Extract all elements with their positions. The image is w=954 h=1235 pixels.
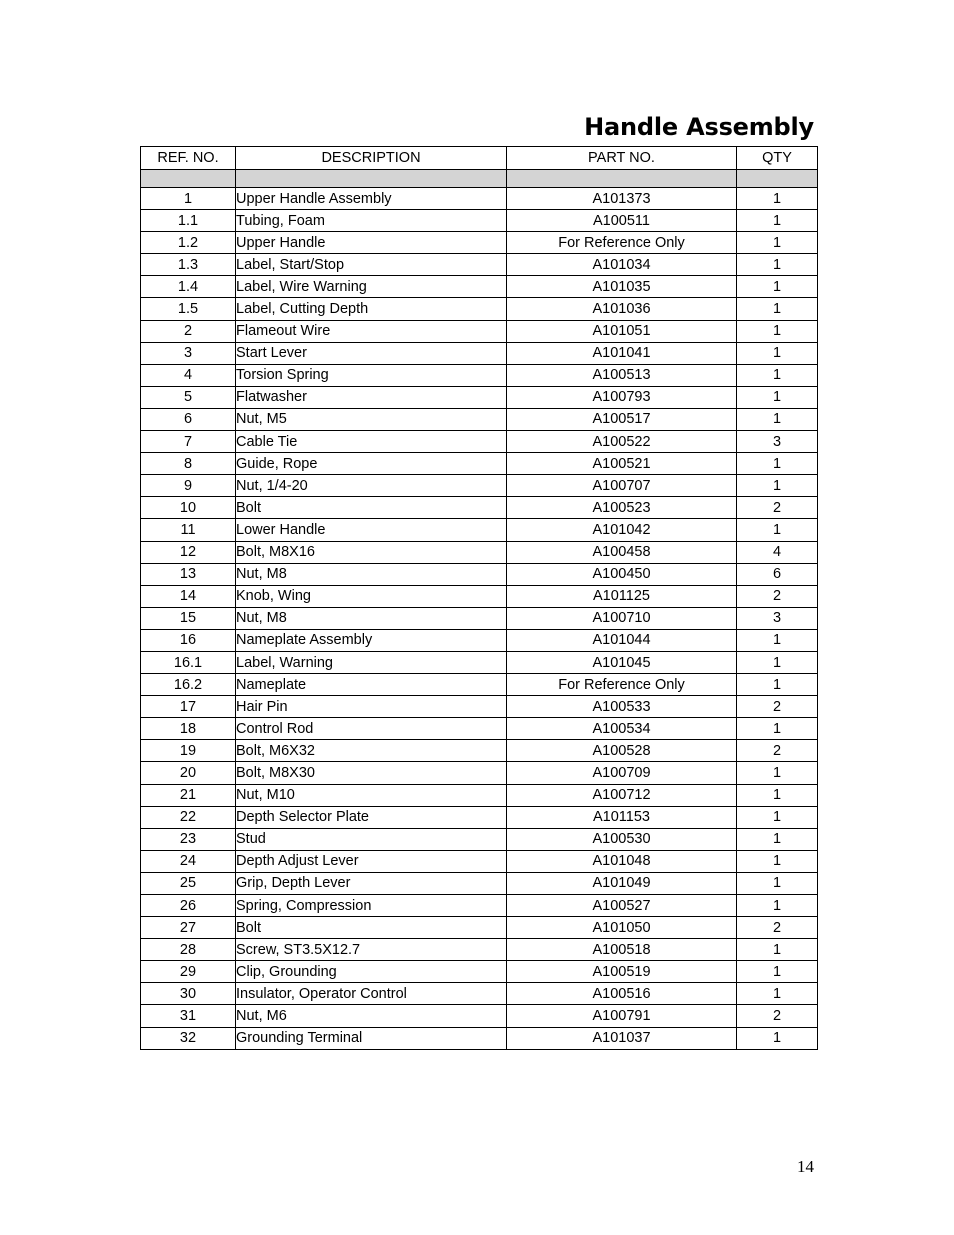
- description-cell: Grip, Depth Lever: [236, 872, 507, 894]
- part-no-cell: A100519: [507, 961, 737, 983]
- part-no-cell: A101051: [507, 320, 737, 342]
- qty-cell: 1: [737, 850, 818, 872]
- ref-cell: 2: [141, 320, 236, 342]
- table-row: [141, 961, 818, 983]
- qty-cell: 1: [737, 519, 818, 541]
- part-no-cell: A100518: [507, 939, 737, 961]
- qty-cell: 1: [737, 453, 818, 475]
- description-cell: Label, Wire Warning: [236, 276, 507, 298]
- part-no-cell: A101044: [507, 629, 737, 651]
- qty-cell: 1: [737, 210, 818, 232]
- table-body: [141, 170, 818, 1050]
- part-no-cell: A101045: [507, 651, 737, 673]
- qty-cell: 1: [737, 1027, 818, 1049]
- ref-cell: 3: [141, 342, 236, 364]
- table-row: [141, 651, 818, 673]
- ref-cell: 1.3: [141, 254, 236, 276]
- part-no-cell: A100709: [507, 762, 737, 784]
- qty-cell: 1: [737, 232, 818, 254]
- table-row: [141, 917, 818, 939]
- description-cell: Nut, M6: [236, 1005, 507, 1027]
- shaded-spacer-row: [141, 170, 818, 188]
- part-no-cell: A101035: [507, 276, 737, 298]
- table-header: [141, 147, 818, 170]
- table-row: [141, 453, 818, 475]
- description-cell: Stud: [236, 828, 507, 850]
- qty-cell: 1: [737, 718, 818, 740]
- header-part-no: PART NO.: [507, 147, 737, 170]
- ref-cell: 28: [141, 939, 236, 961]
- table-row: [141, 364, 818, 386]
- description-cell: Screw, ST3.5X12.7: [236, 939, 507, 961]
- table-row: [141, 607, 818, 629]
- qty-cell: 1: [737, 674, 818, 696]
- ref-cell: 16.1: [141, 651, 236, 673]
- ref-cell: 17: [141, 696, 236, 718]
- part-no-cell: A100517: [507, 408, 737, 430]
- part-no-cell: A101036: [507, 298, 737, 320]
- description-cell: Nut, M8: [236, 563, 507, 585]
- description-cell: Bolt: [236, 917, 507, 939]
- spacer-cell: [236, 170, 507, 188]
- table-row: [141, 232, 818, 254]
- ref-cell: 31: [141, 1005, 236, 1027]
- description-cell: Clip, Grounding: [236, 961, 507, 983]
- qty-cell: 2: [737, 585, 818, 607]
- ref-cell: 22: [141, 806, 236, 828]
- ref-cell: 13: [141, 563, 236, 585]
- description-cell: Tubing, Foam: [236, 210, 507, 232]
- part-no-cell: A100791: [507, 1005, 737, 1027]
- part-no-cell: A101041: [507, 342, 737, 364]
- qty-cell: 2: [737, 740, 818, 762]
- ref-cell: 30: [141, 983, 236, 1005]
- description-cell: Label, Warning: [236, 651, 507, 673]
- part-no-cell: A100513: [507, 364, 737, 386]
- qty-cell: 3: [737, 607, 818, 629]
- header-row: [141, 147, 818, 170]
- description-cell: Upper Handle Assembly: [236, 188, 507, 210]
- part-no-cell: A101037: [507, 1027, 737, 1049]
- qty-cell: 1: [737, 276, 818, 298]
- table-row: [141, 696, 818, 718]
- part-no-cell: A101125: [507, 585, 737, 607]
- part-no-cell: A100521: [507, 453, 737, 475]
- parts-table: [140, 146, 818, 1050]
- qty-cell: 1: [737, 961, 818, 983]
- description-cell: Grounding Terminal: [236, 1027, 507, 1049]
- header-qty: QTY: [737, 147, 818, 170]
- ref-cell: 12: [141, 541, 236, 563]
- part-no-cell: A100450: [507, 563, 737, 585]
- ref-cell: 1.2: [141, 232, 236, 254]
- qty-cell: 2: [737, 1005, 818, 1027]
- qty-cell: 2: [737, 497, 818, 519]
- table-row: [141, 674, 818, 696]
- ref-cell: 21: [141, 784, 236, 806]
- qty-cell: 1: [737, 762, 818, 784]
- table-row: [141, 563, 818, 585]
- ref-cell: 1.4: [141, 276, 236, 298]
- ref-cell: 15: [141, 607, 236, 629]
- part-no-cell: A100522: [507, 431, 737, 453]
- part-no-cell: A100528: [507, 740, 737, 762]
- qty-cell: 1: [737, 254, 818, 276]
- part-no-cell: A101373: [507, 188, 737, 210]
- description-cell: Bolt, M8X16: [236, 541, 507, 563]
- qty-cell: 1: [737, 475, 818, 497]
- ref-cell: 24: [141, 850, 236, 872]
- ref-cell: 7: [141, 431, 236, 453]
- ref-cell: 25: [141, 872, 236, 894]
- ref-cell: 14: [141, 585, 236, 607]
- description-cell: Bolt: [236, 497, 507, 519]
- table-row: [141, 983, 818, 1005]
- ref-cell: 6: [141, 408, 236, 430]
- part-no-cell: For Reference Only: [507, 232, 737, 254]
- ref-cell: 18: [141, 718, 236, 740]
- qty-cell: 1: [737, 298, 818, 320]
- table-row: [141, 1005, 818, 1027]
- qty-cell: 2: [737, 917, 818, 939]
- page-number: 14: [797, 1157, 814, 1176]
- ref-cell: 27: [141, 917, 236, 939]
- ref-cell: 29: [141, 961, 236, 983]
- description-cell: Guide, Rope: [236, 453, 507, 475]
- part-no-cell: A100707: [507, 475, 737, 497]
- qty-cell: 1: [737, 651, 818, 673]
- ref-cell: 32: [141, 1027, 236, 1049]
- description-cell: Lower Handle: [236, 519, 507, 541]
- page-title: Handle Assembly: [584, 113, 814, 141]
- ref-cell: 9: [141, 475, 236, 497]
- part-no-cell: A100793: [507, 386, 737, 408]
- qty-cell: 1: [737, 629, 818, 651]
- description-cell: Nut, M10: [236, 784, 507, 806]
- table-row: [141, 519, 818, 541]
- table-row: [141, 806, 818, 828]
- table-row: [141, 850, 818, 872]
- qty-cell: 1: [737, 342, 818, 364]
- description-cell: Nameplate: [236, 674, 507, 696]
- table-row: [141, 740, 818, 762]
- table-row: [141, 497, 818, 519]
- ref-cell: 26: [141, 895, 236, 917]
- table-row: [141, 629, 818, 651]
- qty-cell: 3: [737, 431, 818, 453]
- table-row: [141, 762, 818, 784]
- qty-cell: 1: [737, 408, 818, 430]
- description-cell: Knob, Wing: [236, 585, 507, 607]
- part-no-cell: A100712: [507, 784, 737, 806]
- description-cell: Label, Start/Stop: [236, 254, 507, 276]
- table-row: [141, 939, 818, 961]
- description-cell: Bolt, M6X32: [236, 740, 507, 762]
- table-row: [141, 784, 818, 806]
- ref-cell: 16.2: [141, 674, 236, 696]
- qty-cell: 1: [737, 983, 818, 1005]
- qty-cell: 1: [737, 828, 818, 850]
- ref-cell: 1.5: [141, 298, 236, 320]
- description-cell: Label, Cutting Depth: [236, 298, 507, 320]
- description-cell: Nut, M5: [236, 408, 507, 430]
- ref-cell: 5: [141, 386, 236, 408]
- part-no-cell: A101153: [507, 806, 737, 828]
- table-row: [141, 718, 818, 740]
- description-cell: Depth Selector Plate: [236, 806, 507, 828]
- ref-cell: 4: [141, 364, 236, 386]
- description-cell: Bolt, M8X30: [236, 762, 507, 784]
- description-cell: Control Rod: [236, 718, 507, 740]
- description-cell: Torsion Spring: [236, 364, 507, 386]
- table-row: [141, 895, 818, 917]
- part-no-cell: A100533: [507, 696, 737, 718]
- part-no-cell: A101042: [507, 519, 737, 541]
- table-row: [141, 431, 818, 453]
- part-no-cell: For Reference Only: [507, 674, 737, 696]
- ref-cell: 1: [141, 188, 236, 210]
- ref-cell: 23: [141, 828, 236, 850]
- table-row: [141, 254, 818, 276]
- spacer-cell: [141, 170, 236, 188]
- part-no-cell: A100527: [507, 895, 737, 917]
- table-row: [141, 408, 818, 430]
- description-cell: Spring, Compression: [236, 895, 507, 917]
- qty-cell: 1: [737, 364, 818, 386]
- qty-cell: 1: [737, 784, 818, 806]
- part-no-cell: A100534: [507, 718, 737, 740]
- description-cell: Flameout Wire: [236, 320, 507, 342]
- qty-cell: 1: [737, 895, 818, 917]
- qty-cell: 1: [737, 320, 818, 342]
- ref-cell: 19: [141, 740, 236, 762]
- table-row: [141, 585, 818, 607]
- spacer-cell: [507, 170, 737, 188]
- qty-cell: 1: [737, 939, 818, 961]
- qty-cell: 1: [737, 872, 818, 894]
- qty-cell: 1: [737, 806, 818, 828]
- table-row: [141, 872, 818, 894]
- qty-cell: 6: [737, 563, 818, 585]
- description-cell: Upper Handle: [236, 232, 507, 254]
- part-no-cell: A101048: [507, 850, 737, 872]
- ref-cell: 1.1: [141, 210, 236, 232]
- table-row: [141, 342, 818, 364]
- ref-cell: 8: [141, 453, 236, 475]
- description-cell: Flatwasher: [236, 386, 507, 408]
- description-cell: Cable Tie: [236, 431, 507, 453]
- part-no-cell: A100530: [507, 828, 737, 850]
- spacer-cell: [737, 170, 818, 188]
- table-row: [141, 188, 818, 210]
- part-no-cell: A100710: [507, 607, 737, 629]
- qty-cell: 1: [737, 386, 818, 408]
- description-cell: Nut, 1/4-20: [236, 475, 507, 497]
- table-row: [141, 475, 818, 497]
- part-no-cell: A100511: [507, 210, 737, 232]
- part-no-cell: A101034: [507, 254, 737, 276]
- part-no-cell: A100523: [507, 497, 737, 519]
- qty-cell: 2: [737, 696, 818, 718]
- qty-cell: 4: [737, 541, 818, 563]
- ref-cell: 20: [141, 762, 236, 784]
- description-cell: Insulator, Operator Control: [236, 983, 507, 1005]
- description-cell: Nameplate Assembly: [236, 629, 507, 651]
- description-cell: Nut, M8: [236, 607, 507, 629]
- part-no-cell: A101049: [507, 872, 737, 894]
- description-cell: Hair Pin: [236, 696, 507, 718]
- ref-cell: 16: [141, 629, 236, 651]
- table-row: [141, 320, 818, 342]
- description-cell: Start Lever: [236, 342, 507, 364]
- part-no-cell: A100516: [507, 983, 737, 1005]
- header-ref-no: REF. NO.: [141, 147, 236, 170]
- description-cell: Depth Adjust Lever: [236, 850, 507, 872]
- ref-cell: 11: [141, 519, 236, 541]
- table-row: [141, 828, 818, 850]
- ref-cell: 10: [141, 497, 236, 519]
- part-no-cell: A101050: [507, 917, 737, 939]
- header-description: DESCRIPTION: [236, 147, 507, 170]
- table-row: [141, 386, 818, 408]
- part-no-cell: A100458: [507, 541, 737, 563]
- table-row: [141, 1027, 818, 1049]
- table-row: [141, 210, 818, 232]
- qty-cell: 1: [737, 188, 818, 210]
- table-row: [141, 541, 818, 563]
- table-row: [141, 276, 818, 298]
- table-row: [141, 298, 818, 320]
